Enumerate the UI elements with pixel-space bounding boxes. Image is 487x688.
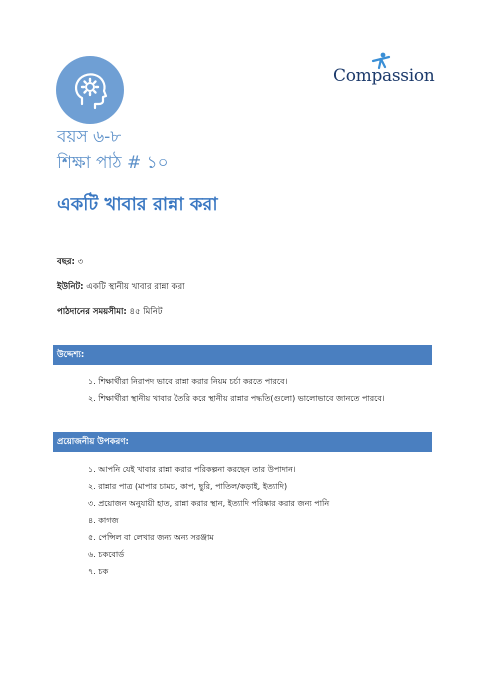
material-item: ৬. চকবোর্ড xyxy=(88,550,125,559)
material-item: ৫. পেন্সিল বা লেখার জন্য অন্য সরঞ্জাম xyxy=(88,533,214,542)
year-label: বছর: xyxy=(57,257,75,267)
duration-label: পাঠদানের সময়সীমা: xyxy=(57,307,127,317)
objectives-list xyxy=(88,376,385,410)
material-item: ১. আপনি যেই খাবার রান্না করার পরিকল্পনা করছেন তার উপাদান। xyxy=(88,465,296,474)
unit-value: একটি স্থানীয় খাবার রান্না করা xyxy=(86,282,185,292)
objective-item: ২. শিক্ষার্থীরা স্থানীয় খাবার তৈরি করে স্থানীয় রান্নার পদ্ধতি(গুলো) ভালোভাবে জানতে পারবে। xyxy=(88,394,385,403)
year-value: ৩ xyxy=(77,257,84,267)
meta-year xyxy=(57,255,83,269)
lesson-number: শিক্ষা পাঠ # ১০ xyxy=(57,153,169,173)
material-item: ২. রান্নার পাত্র (মাপার চামচ, কাপ, ছুরি, পাতিল/কড়াই, ইত্যাদি) xyxy=(88,482,288,491)
material-item: ৭. চক xyxy=(88,567,109,576)
head-gear-icon xyxy=(56,56,124,124)
logo-text: Compassion xyxy=(333,66,435,86)
material-item: ৪. কাগজ xyxy=(88,516,119,525)
compassion-logo xyxy=(333,52,433,92)
material-item: ৩. প্রয়োজন অনুযায়ী হাত, রান্না করার স্থান, ইত্যাদি পরিষ্কার করার জন্য পানি xyxy=(88,499,330,508)
materials-heading: প্রয়োজনীয় উপকরণ: xyxy=(53,432,432,452)
unit-label: ইউনিট: xyxy=(57,282,84,292)
meta-unit xyxy=(57,280,185,294)
objectives-heading: উদ্দেশ্য: xyxy=(53,345,432,365)
age-range: বয়স ৬-৮ xyxy=(57,127,122,147)
page-title: একটি খাবার রান্না করা xyxy=(57,194,218,215)
materials-list xyxy=(88,464,329,583)
objective-item: ১. শিক্ষার্থীরা নিরাপদ ভাবে রান্না করার নিয়ম চর্চা করতে পারবে। xyxy=(88,377,288,386)
duration-value: ৪৫ মিনিট xyxy=(129,307,163,317)
meta-duration xyxy=(57,305,163,319)
